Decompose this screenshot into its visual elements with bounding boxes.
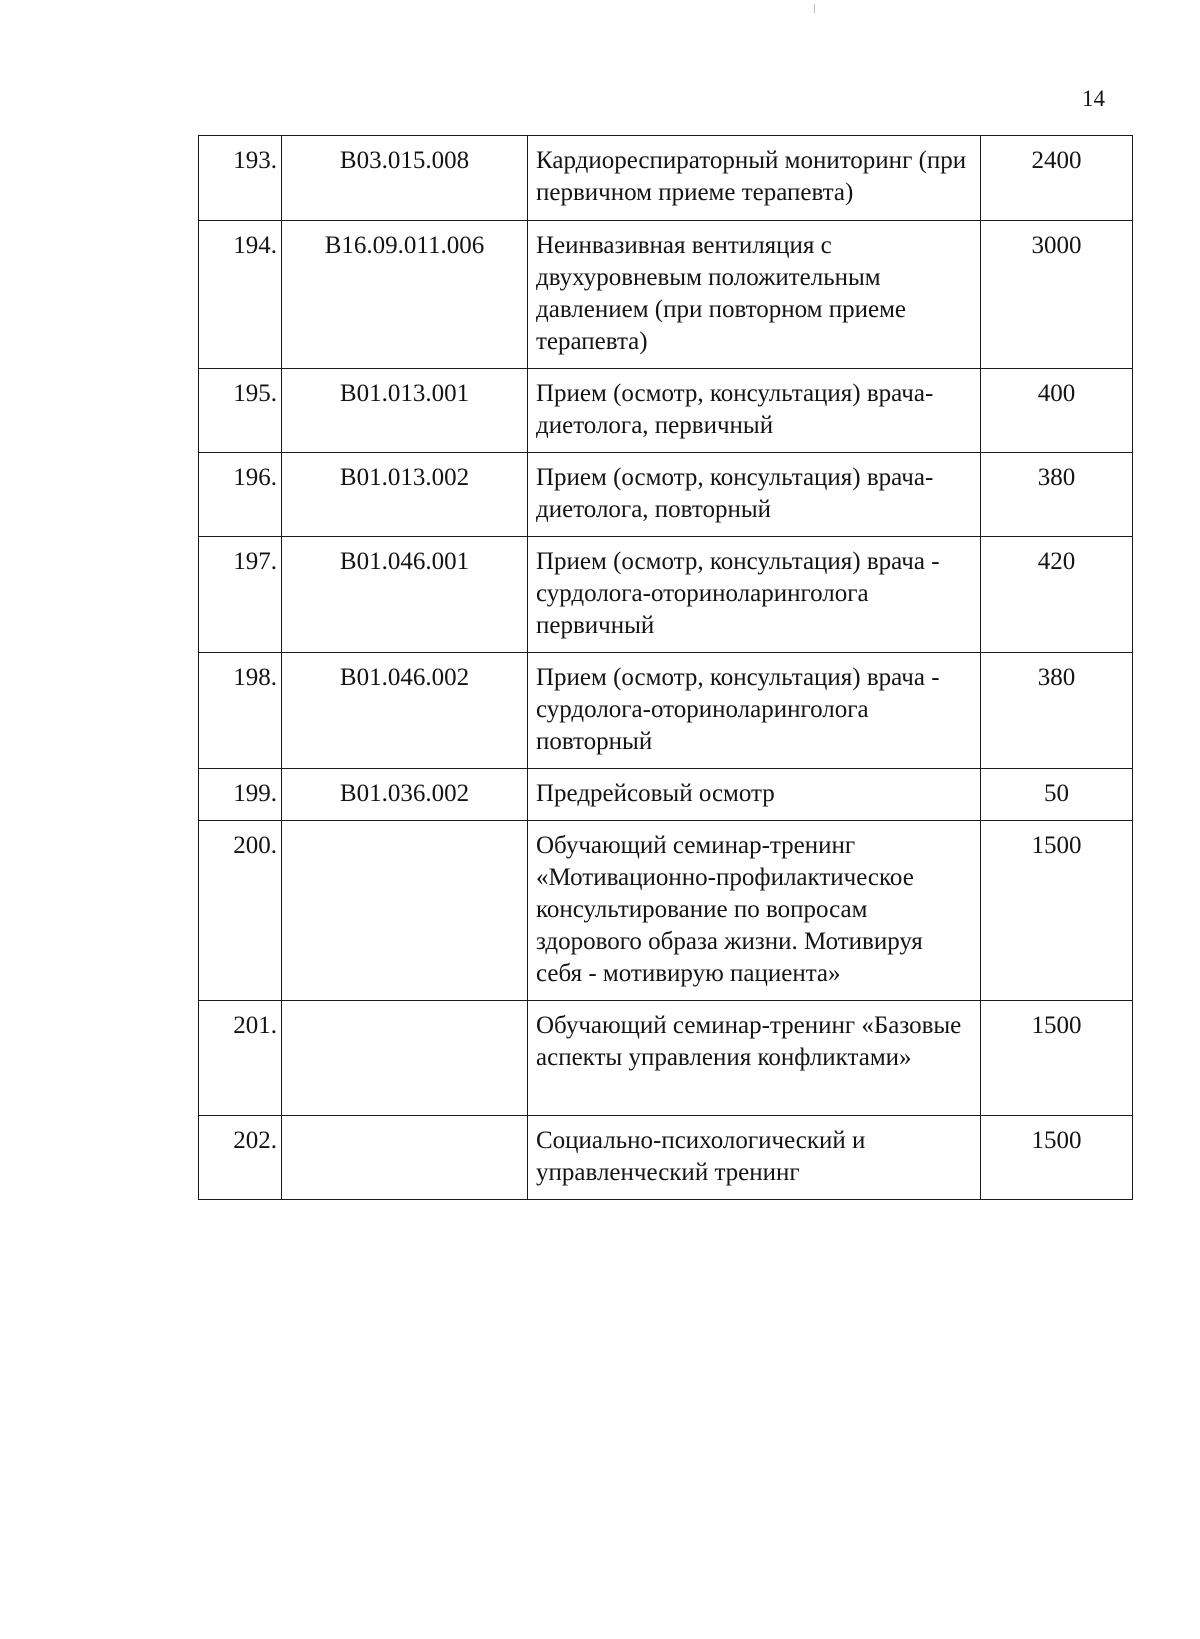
row-number: 193.: [199, 136, 282, 221]
service-code: [282, 1116, 528, 1200]
service-name: Прием (осмотр, консультация) врача-диетолога, первичный: [528, 369, 981, 453]
service-name: Прием (осмотр, консультация) врача-диетолога, повторный: [528, 453, 981, 537]
row-number: 194.: [199, 221, 282, 369]
service-price: 2400: [981, 136, 1133, 221]
service-price: 380: [981, 653, 1133, 769]
row-number: 202.: [199, 1116, 282, 1200]
service-name: Прием (осмотр, консультация) врача - сурдолога-оториноларинголога повторный: [528, 653, 981, 769]
table-row: [199, 369, 1133, 453]
table-row: [199, 821, 1133, 1001]
row-number: 201.: [199, 1001, 282, 1116]
service-name: Предрейсовый осмотр: [528, 769, 981, 821]
service-name: Обучающий семинар-тренинг «Базовые аспекты управления конфликтами»: [528, 1001, 981, 1116]
table-row: [199, 136, 1133, 221]
service-code: [282, 1001, 528, 1116]
service-code: B01.013.002: [282, 453, 528, 537]
service-name: Социально-психологический и управленческий тренинг: [528, 1116, 981, 1200]
service-name: Обучающий семинар-тренинг «Мотивационно-профилактическое консультирование по вопросам здорового образа жизни. Мотивируя себя - мотивирую пациента»: [528, 821, 981, 1001]
service-price: 420: [981, 537, 1133, 653]
service-price: 50: [981, 769, 1133, 821]
service-price: 1500: [981, 1116, 1133, 1200]
row-number: 200.: [199, 821, 282, 1001]
service-code: B01.036.002: [282, 769, 528, 821]
table-row: [199, 653, 1133, 769]
service-code: B03.015.008: [282, 136, 528, 221]
table-row: [199, 453, 1133, 537]
page-number: 14: [1082, 86, 1105, 111]
service-name: Прием (осмотр, консультация) врача - сурдолога-оториноларинголога первичный: [528, 537, 981, 653]
service-code: B01.046.002: [282, 653, 528, 769]
service-name: Неинвазивная вентиляция с двухуровневым положительным давлением (при повторном приеме терапевта): [528, 221, 981, 369]
service-price: 1500: [981, 1001, 1133, 1116]
service-code: [282, 821, 528, 1001]
row-number: 197.: [199, 537, 282, 653]
scan-mark: [814, 4, 815, 13]
service-code: B01.013.001: [282, 369, 528, 453]
row-number: 199.: [199, 769, 282, 821]
price-table: [198, 135, 1133, 1200]
table-row: [199, 1116, 1133, 1200]
table-row: [199, 769, 1133, 821]
row-number: 195.: [199, 369, 282, 453]
service-price: 400: [981, 369, 1133, 453]
table-row: [199, 537, 1133, 653]
service-price: 380: [981, 453, 1133, 537]
service-code: B16.09.011.006: [282, 221, 528, 369]
row-number: 198.: [199, 653, 282, 769]
table-row: [199, 221, 1133, 369]
row-number: 196.: [199, 453, 282, 537]
service-code: B01.046.001: [282, 537, 528, 653]
service-price: 1500: [981, 821, 1133, 1001]
table-row: [199, 1001, 1133, 1116]
service-name: Кардиореспираторный мониторинг (при первичном приеме терапевта): [528, 136, 981, 221]
service-price: 3000: [981, 221, 1133, 369]
